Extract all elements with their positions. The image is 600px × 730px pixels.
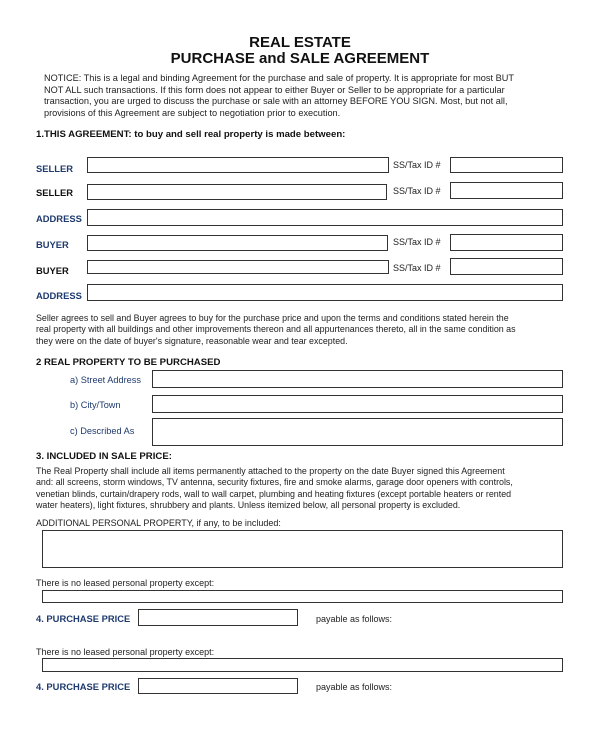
included-paragraph xyxy=(36,466,576,512)
agreement-paragraph xyxy=(36,313,576,347)
city-town-label: b) City/Town xyxy=(70,400,121,410)
address1-label: ADDRESS xyxy=(36,213,82,224)
notice-line: NOT ALL such transactions. If this form does not appear to either Buyer or Seller to be appropriate for a particular xyxy=(44,84,505,95)
address1-field[interactable] xyxy=(87,209,563,226)
buyer2-ssn-label: SS/Tax ID # xyxy=(393,263,441,273)
buyer2-ssn-field[interactable] xyxy=(450,258,563,275)
described-as-field[interactable] xyxy=(152,418,563,446)
city-town-field[interactable] xyxy=(152,395,563,413)
paragraph-line: The Real Property shall include all items permanently attached to the property on the date Buyer signed this Agreement xyxy=(36,466,505,476)
described-as-label: c) Described As xyxy=(70,426,135,436)
purchase-price-label-2: 4. PURCHASE PRICE xyxy=(36,681,131,692)
seller1-label: SELLER xyxy=(36,163,73,174)
leased-property-field-1[interactable] xyxy=(42,590,563,603)
leased-property-field-2[interactable] xyxy=(42,658,563,672)
paragraph-line: and: all screens, storm windows, TV antenna, security fixtures, fire and smoke alarms, garage door openers with controls, xyxy=(36,477,513,488)
document-title-line1: REAL ESTATE xyxy=(249,34,351,51)
purchase-price-label-1: 4. PURCHASE PRICE xyxy=(36,613,131,624)
document-title-line2: PURCHASE and SALE AGREEMENT xyxy=(170,50,430,67)
notice-line: transaction, you are urged to discuss the purchase or sale with an attorney BEFORE YOU SIGN. Most, but not all, xyxy=(44,96,508,107)
paragraph-line: water heaters), light fixtures, shrubbery and plants. Unless itemized below, all personal property is excluded. xyxy=(36,500,461,511)
purchase-price-field-2[interactable] xyxy=(138,678,298,694)
payable-label-1: payable as follows: xyxy=(316,614,393,624)
payable-label-2: payable as follows: xyxy=(316,682,393,692)
address2-field[interactable] xyxy=(87,284,563,301)
street-address-field[interactable] xyxy=(152,370,563,388)
seller1-ssn-label: SS/Tax ID # xyxy=(393,160,441,170)
leased-property-label-2: There is no leased personal property except: xyxy=(36,647,215,657)
seller2-field[interactable] xyxy=(87,184,387,200)
section3-heading: 3. INCLUDED IN SALE PRICE: xyxy=(36,451,172,462)
buyer2-label: BUYER xyxy=(36,265,69,276)
address2-label: ADDRESS xyxy=(36,290,82,301)
seller2-label: SELLER xyxy=(36,187,73,198)
buyer1-ssn-field[interactable] xyxy=(450,234,563,251)
notice-block xyxy=(44,73,574,119)
seller1-ssn-field[interactable] xyxy=(450,157,563,173)
seller2-ssn-label: SS/Tax ID # xyxy=(393,186,441,196)
additional-property-field[interactable] xyxy=(42,530,563,568)
paragraph-line: real property with all buildings and other improvements thereon and all appurtenances thereto, all in the same condition as xyxy=(36,324,516,335)
paragraph-line: venetian blinds, curtain/drapery rods, wall to wall carpet, plumbing and heating fixtures (except portable heaters or rented xyxy=(36,488,512,499)
paragraph-line: Seller agrees to sell and Buyer agrees to buy for the purchase price and upon the terms and conditions stated herein the xyxy=(36,313,509,323)
buyer1-field[interactable] xyxy=(87,235,388,251)
buyer1-ssn-label: SS/Tax ID # xyxy=(393,237,441,247)
leased-property-label-1: There is no leased personal property except: xyxy=(36,578,215,588)
section2-heading: 2 REAL PROPERTY TO BE PURCHASED xyxy=(36,357,221,368)
notice-line: provisions of this Agreement are subject to negotiation prior to execution. xyxy=(44,107,341,118)
paragraph-line: they were on the date of buyer's signature, reasonable wear and tear excepted. xyxy=(36,335,348,346)
buyer2-field[interactable] xyxy=(87,260,389,274)
notice-line: NOTICE: This is a legal and binding Agreement for the purchase and sale of property. It is appropriate for most BUT xyxy=(44,73,514,83)
street-address-label: a) Street Address xyxy=(70,375,141,385)
seller1-field[interactable] xyxy=(87,157,389,173)
additional-property-label: ADDITIONAL PERSONAL PROPERTY, if any, to be included: xyxy=(36,518,281,528)
buyer1-label: BUYER xyxy=(36,239,69,250)
seller2-ssn-field[interactable] xyxy=(450,182,563,199)
purchase-price-field-1[interactable] xyxy=(138,609,298,626)
section1-heading: 1.THIS AGREEMENT: to buy and sell real property is made between: xyxy=(36,129,346,140)
